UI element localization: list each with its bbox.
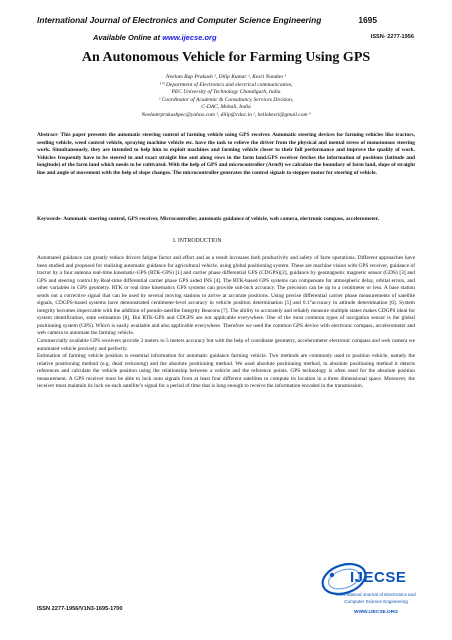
- page-number: 1695: [358, 15, 377, 25]
- logo-wordmark: IJECSE: [350, 569, 407, 586]
- logo-url: WWW.IJECSE.ORG: [354, 610, 398, 615]
- affiliation-line: ¹ʼ³ Department of Electronics and electrical communication,: [159, 81, 293, 88]
- abstract: Abstract- This paper presents the automatic steering control of farming vehicle using GPS receiver. Automatic steering devices for farming vehicles like tractors, seeding vehicle, weed control vehicle, spraying machine vehicle etc. have the task to relieve the driver from the physical and mental stress of monotonous steering work. Simultaneously, they are intended to help him to exploit machines and farming vehicle closer to their full performance and improve the quality of work. Vehicles frequently have to be steered in and exact straight line and along rows in the farm land.GPS receiver fetches the information of positions (latitude and longitude) of the farm land which needs to be cultivated. With the help of GPS and microcontroller (Arm9) we calculate the boundary of farm land, slope of straight line and angle of movement with the help of slope changes. The microcontroller generates the control signals to stepper motor for steering of vehicle.: [37, 132, 415, 176]
- section-heading-introduction: I. INTRODUCTION: [173, 238, 222, 244]
- journal-logo: [314, 557, 418, 635]
- keywords: Keywords- Automatic steering control, GPS receiver, Microcontroller, automatic guidance of vehicle, web camera, electronic compass, accelerometer.: [37, 216, 379, 222]
- header-issn: ISSN- 2277-1956: [370, 34, 414, 40]
- paper-title: An Autonomous Vehicle for Farming Using GPS: [81, 50, 371, 65]
- footer-issn: ISSN 2277-1956/V1N3-1695-1700: [37, 606, 123, 612]
- journal-url-link[interactable]: www.ijecse.org: [162, 33, 217, 42]
- body-paragraph: Automated guidance can greatly reduce drivers fatigue factor and effort and as a result increases both productivity and safety of farm operations. Different approaches have been studied and proposed for realizing automatic guidance for agricultural vehicle, using global positioning system. These are machine vision with GPS receiver, guidance of tractor by a four antenna real-time kinematic-GPS (RTK-GPS) [1] and carrier phase differential GPS (CDGPS)[2], guidance by geomagnetic magnetic sensor (GDS) [3] and GPS and steering control by Real-time differential carrier phase GPS aided INS [4]. The RTK-based GPS systems can compensate for atmospheric delay, orbital errors, and other variables in GPS geometry. RTK or real time kinematics GPS systems can provide sub-inch accuracy. The precision can be up to a centimeter or less. A base station sends out a corrective signal that can be used by several moving stations to arrive at accurate positions. Using precise differential carrier phase measurements of satellite signals, CDGPS-based systems have demonstrated centimeter-level accuracy in vehicle position determination [5] and 0.1°accuracy in attitude determination [6]. System integrity becomes impeccable with the addition of pseudo-satellite Integrity Beacons [7]. The ability to accurately and reliably measure multiple states makes CDGPS ideal for system identification, state estimation [8]. But RTK-GPS and CDGPS are not applicable everywhere. One of the most common types of navigation sensor is the global positioning system (GPS). Which is easily available and also applicable everywhere. Therefore we used the common GPS device with electronic compass, accelerometer and web camera to automate the farming vehicle.: [37, 255, 415, 337]
- author-names: Neelam Rup Prakash ¹, Dilip Kumar ², Kesri Nandan ³: [166, 74, 286, 80]
- body-paragraph: Estimation of farming vehicle position is essential information for automatic guidance farming vehicle. Two methods are commonly used to position vehicle, namely the relative positioning method (e.g. dead reckoning) and the absolute positioning method. We used absolute positioning method, in absolute positioning method it detects references and calculate the vehicle position using the relationship between a vehicle and the reference points. GPS technology is often used for the absolute position measurement. A GPS receiver must be able to lock onto signals from at least four different satellites to compute its location in a three dimensional space. Moreover, the receiver must maintain its lock on each satellite’s signal for a period of time that is long enough to receive the information encoded in the transmission.: [37, 353, 415, 390]
- affiliation-line: C-DAC, Mohali, India: [201, 104, 251, 111]
- body-paragraph: Commercially available GPS receivers provide 3 meters to 5 meters accuracy but with the help of coordinate geometry, accelerometer electronic compass and web camera we automated vehicle precisely and perfectly.: [37, 338, 415, 352]
- author-block: [0, 74, 452, 120]
- affiliation-line: ² Coordinator of Academic & Consultancy Services Division,: [158, 96, 294, 103]
- affiliation-line: PEC University of Technology Chandigarh, India: [171, 89, 281, 96]
- author-emails: Neelamrprakashpec@yahoo.com ¹, dilip@cdac.in ², hellokesri@gmail.com ³: [141, 111, 311, 118]
- logo-tagline-1: International Journal of Electronics and: [336, 592, 416, 597]
- journal-name: International Journal of Electronics and Computer Science Engineering: [37, 15, 322, 25]
- logo-tagline-2: Computer Science Engineering: [344, 599, 408, 604]
- availability-prefix: Available Online at: [93, 33, 163, 42]
- availability-line: [93, 33, 217, 42]
- introduction-body: [37, 255, 415, 391]
